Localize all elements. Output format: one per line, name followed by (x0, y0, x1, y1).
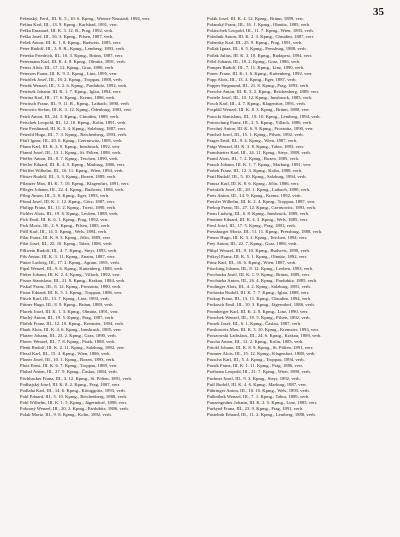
directory-entry: Prentner Eduard, III. K. 4. 3. Kpmg., Wels, 1885, verr. (207, 217, 309, 223)
directory-entry: Pohl Wilhelm, III. K. 1. 5. Kpmg., Jägerndorf, 1890, verr. (20, 399, 128, 405)
directory-entry: Piskač Franz, III., 6. 12. Kpmg., Prossnitz, 1890, verh. (20, 284, 122, 290)
directory-entry: Preinfalk Josef, III., 20. 1. Kpmg., Laibach, 1890, verh. (207, 186, 311, 192)
directory-entry: Potocki Stanislaus, III., 19. 10. Kpmg., Lemberg, 1894, verh. (207, 113, 321, 119)
directory-entry: Pühringer Anton, III., 18. 10. Kpmg., Wels, 1893, verh. (207, 387, 310, 393)
directory-entry: Peterka Friedrich, III., 10. 3. Kpmg., Brünn, 1887, verr. (20, 52, 124, 58)
directory-entry: Pustelnik Eduard, III., 11. 2. Kpmg., Lemberg, 1888, verh. (207, 412, 316, 418)
directory-entry: Pirker Johann, III. K. 2. 4. Kpmg., Villach, 1892, verr. (20, 271, 121, 277)
directory-entry: Prohaska Rudolf, III. K. 7. 7. Kpmg., Iglau, 1888, verr. (207, 290, 310, 296)
directory-entry: Pittner Hugo, III., 8. 9. Kpmg., Brünn, 1889, verh. (20, 302, 114, 308)
directory-entry: Povolný Anton, III. K. 6. 9. Kpmg., Prossnitz, 1890, verr. (207, 125, 314, 131)
directory-entry: Plenk Rudolf, III. K. 2. 11. Kpmg., Salzburg, 1892, verr. (20, 345, 125, 351)
directory-entry: Petermann Karl, III. K. 4. 8. Kpmg., Olmütz, 1891, verh. (20, 58, 126, 64)
directory-entry: Pomper Rudolf, III., 7. 11. Kpmg., Linz, 1890, verh. (207, 64, 305, 70)
directory-entry: Pick Emil, III. K. 6. 1. Kpmg., Prag, 1892, verr. (20, 217, 109, 223)
directory-entry: Petz Ferdinand, III. K. 5. 4. Kpmg., Salzburg, 1887, verr. (20, 125, 127, 131)
directory-entry: Puchner Josef, III., 9. 3. Kpmg., Steyr, 1892, verh. (207, 375, 301, 381)
directory-entry: Pospíšil Wenzel, III. K. 8. 3. Kpmg., Brünn, 1888, verr. (207, 107, 310, 113)
directory-entry: Piffl Karl, III., 14. 5. Kpmg., Wels, 1894, verh. (20, 229, 108, 235)
directory-entry: Pešina Karl, III., 13. 9. Kpmg., Karlsbad, 1891, verr. (20, 22, 118, 28)
directory-entry: Ponec Franz, III. K. 1. 6. Kpmg., Kuttenberg, 1892, verr. (207, 70, 313, 76)
directory-entry: Preisler Wilhelm, III. K. 2. 4. Kpmg., Troppau, 1887, verr. (207, 198, 316, 204)
directory-entry: Prusík Franz, III. K. 1. 11. Kpmg., Prag, 1886, verr. (207, 363, 303, 369)
directory-entry: Petrina Karl, III., 17. 6. Kpmg., Krems, 1886, verh. (20, 95, 116, 101)
directory-entry: Preis Anton, III., 14. 9. Kpmg., Krems, 1892, verh. (207, 192, 302, 198)
directory-entry: Petrásek Johann, III. K. 1. 7. Kpmg., Iglau, 1894, verr. (20, 89, 122, 95)
directory-entry: Petrů Anton, III., 24. 3. Kpmg., Chrudim, 1889, verh. (20, 113, 120, 119)
directory-entry: Prantl Alois, III., 7. 2. Kpmg., Bozen, 1885, verh. (207, 156, 300, 162)
directory-entry: Prokosch Emil, III., 10. 3. Kpmg., Jägerndorf, 1886, verh. (207, 302, 315, 308)
directory-entry: Peška Emanuel, III. K. 3. 12. R., Prag, 1892, verh. (20, 28, 114, 34)
directory-entry: Prucha Anton, III., 12. 2. Kpmg., Kolin, 1885, verh. (207, 338, 304, 344)
directory-entry: Petritsch Franz, III., 9. 11. R., Kpmg., Laibach, 1890, verh. (20, 101, 130, 107)
directory-entry: Prem Ludwig, III., 6. 8. Kpmg., Innsbruck, 1889, verh. (207, 211, 310, 216)
directory-entry: Pfannl Josef, III., 13. 1. Kpmg., St. Pölten, 1888, verh. (20, 150, 122, 156)
directory-entry: Pisarz Stanislaus, III., 21. 8. Kpmg., Krakau, 1884, verh. (20, 278, 126, 284)
directory-entry: Pillwein Rudolf, III., 4. 7. Kpmg., Steyr, 1893, verh. (20, 247, 118, 253)
directory-entry: Pflug Anton, III., 5. 8. Kpmg., Eger, 1893, verh. (20, 192, 110, 198)
directory-entry: Pohl Eduard, III., 5. 10. Kpmg., Reichenberg, 1888, verh. (20, 393, 127, 399)
directory-entry: Petersen Franz, III. K. 9. 5. Kpmg., Linz, 1895, verr. (20, 70, 118, 76)
directory-entry: Pulkrábek Wenzel, III., 7. 1. Kpmg., Tabor, 1889, verh. (207, 393, 310, 399)
page-number: 35 (373, 6, 384, 18)
directory-entry: Proskowetz Max, III. K. 3. 10. Kpmg., Kremsier, 1893, verr. (207, 326, 320, 332)
directory-entry: Pflanzer Max, III. K. 7. 10. Kpmg., Klagenfurt, 1891, verr. (20, 180, 130, 186)
directory-entry: Ploner Josef, III., 10. 1. Kpmg., Bozen, 1893, verh. (20, 357, 116, 363)
directory-entry: Pollak Julius, III. K. 3. 10. Kpmg., Budapest, 1894, verr. (207, 52, 313, 58)
directory-entry: Prunner Alois, III., 15. 12. Kpmg., Klagenfurt, 1888, verh. (207, 351, 316, 357)
directory-entry: Podlaha Karl, III., 14. 6. Kpmg., Königgrätz, 1893, verh. (20, 387, 126, 393)
directory-entry: Prašek Franz, III., 12. 3. Kpmg., Kolin, 1888, verh. (207, 168, 303, 174)
directory-entry: Petrovits Stefan, III. K. 3. 12. Kpmg., Ödenburg, 1883, verr. (20, 107, 133, 113)
directory-entry: Polatschek Leopold, III., 11. 7. Kpmg., Wien, 1893, verh. (207, 28, 314, 34)
directory-entry: Prückl Johann, III. K. 8. 9. Kpmg., St. Pölten, 1891, verr. (207, 345, 314, 351)
directory-entry: Popper Siegmund, III., 21. 8. Kpmg., Prag, 1893, verh. (207, 83, 310, 89)
directory-entry: Posch Karl, III., 4. 7. Kpmg., Klagenfurt, 1891, verh. (207, 101, 306, 107)
directory-entry: Pfaff Ignaz, III., 20. 6. Kpmg., Czernowitz, 1885, verh. (20, 137, 123, 143)
directory-entry: Prausa Karl, III. K. 8. 6. Kpmg., Jičín, 1886, verr. (207, 180, 300, 186)
directory-entry: Pilat Josef, III., 25. 10. Kpmg., Tabor, 1886, verh. (20, 241, 113, 247)
entry-columns (20, 16, 384, 531)
directory-entry: Prandstetter Karl, III., 24. 11. Kpmg., Steyr, 1889, verh. (207, 150, 311, 156)
directory-entry: Puff Rudolf, III. K. 4. 6. Kpmg., Marburg, 1887, verr. (207, 381, 307, 387)
directory-entry: Pfeifer Eduard, III. K. 4. 5. Kpmg., Marburg, 1886, verr. (20, 162, 126, 168)
directory-entry: Platzer Johann, III., 23. 2. Kpmg., Graz, 1890, verh. (20, 332, 117, 338)
directory-entry: Prinz Karl, III., 16. 6. Kpmg., Wien, 1887, verh. (207, 259, 297, 265)
directory-entry: Procházka Anton, III., 26. 4. Kpmg., Pardubitz, 1885, verh. (207, 278, 318, 284)
directory-entry: Pototschnig Franz, III., 2. 5. Kpmg., Villach, 1886, verh. (207, 119, 313, 125)
directory-entry: Pratl Rudolf, III., 5. 10. Kpmg., Salzburg, 1894, verh. (207, 174, 307, 180)
directory-entry: Prikryl Franz, III. K. 5. 1. Kpmg., Olmütz, 1892, verr. (207, 253, 308, 259)
directory-entry: Prisching Johann, III., 8. 12. Kpmg., Leoben, 1893, verh. (207, 265, 314, 271)
directory-entry: Petzold Hugo, III., 7. 3. Kpmg., Reichenberg, 1893, verh. (20, 131, 127, 137)
directory-entry: Prokop Franz, III., 13. 11. Kpmg., Chrudim, 1894, verh. (207, 296, 312, 302)
directory-entry: Peška Josef, III., 56. 3. Kpmg., Pilsen, 1887, verh. (20, 34, 114, 40)
directory-entry: Petschek Leopold, III., 12. 10. Kpmg., Kolin, 1891, verh. (20, 119, 127, 125)
directory-entry: Pipal Wenzel, III., 9. 6. Kpmg., Kuttenberg, 1888, verh. (20, 265, 124, 271)
directory-entry: Prager Emil, III., 9. 4. Kpmg., Wien, 1887, verh. (207, 137, 298, 143)
directory-entry: Plachý Anton, III., 19. 5. Kpmg., Prag, 1887, verh. (20, 314, 115, 320)
directory-entry: Proszowski Ladislaus, III., 24. 6. Kpmg., Krakau, 1889, verh. (207, 332, 322, 338)
directory-entry: Pruscha Karl, III., 5. 4. Kpmg., Troppau, 1894, verh. (207, 357, 305, 363)
directory-entry: Prekop Franz, III., 27. 12. Kpmg., Czernowitz, 1893, verh. (207, 204, 317, 210)
directory-entry: Prágr Wenzel, III. K. 3. 8. Kpmg., Tabor, 1893, verr. (207, 143, 305, 149)
directory-entry: Polanský Franz, III., 16. 1. Kpmg., Olmütz, 1885, verh. (207, 22, 311, 28)
directory-entry: Promberger Karl, III. K. 2. 8. Kpmg., Linz, 1890, verr. (207, 308, 309, 314)
right-column (207, 16, 384, 531)
directory-entry: Peters Alois, III., 17. 12. Kpmg., Graz, 1880, verh. (20, 64, 115, 70)
directory-entry: Polák Josef, III. K. 4. 12. Kpmg., Brünn, 1889, verr. (207, 16, 304, 21)
directory-entry: Porsche Anton, III. K. 5. 2. Kpmg., Reichenberg, 1889, verr. (207, 89, 320, 95)
directory-entry: Pfeffer Anton, III., 8. 7. Kpmg., Teschen, 1890, verh. (20, 156, 119, 162)
directory-entry: Přibyl Wenzel, III., 9. 10. Kpmg., Budweis, 1890, verh. (207, 247, 310, 253)
directory-entry: Popp Alois, III., 13. 4. Kpmg., Eger, 1887, verh. (207, 76, 297, 82)
directory-entry: Pfleger Johann, III., 22. 4. Kpmg., Budweis, 1884, verh. (20, 186, 125, 192)
directory-entry: Plessl Karl, III., 15. 4. Kpmg., Wien, 1886, verh. (20, 351, 111, 357)
directory-entry: Polensky Karl, III., 25. 9. Kpmg., Prag, 1891, verh. (207, 40, 303, 46)
directory-entry: Prochaska Josef, III. K. 1. 9. Kpmg., Brünn, 1889, verr. (207, 271, 311, 277)
directory-entry: Pils Anton, III. K. 3. 11. Kpmg., Znaim, 1887, verr. (20, 253, 116, 259)
directory-entry: Pitsch Karl, III., 13. 7. Kpmg., Linz, 1893, verh. (20, 296, 110, 302)
left-column (20, 16, 197, 531)
directory-entry: Pfeiffer Wilhelm, III., 16. 11. Kpmg., Wien, 1894, verh. (20, 168, 124, 174)
directory-entry: Pöchhacker Franz, III., 3. 12. Kpmg., St. Pölten, 1891, verh. (20, 375, 132, 381)
directory-entry: Prey Anton, III., 22. 7. Kpmg., Graz, 1886, verh. (207, 241, 298, 247)
directory-entry: Pešek Anton, III. K. 1. 8. Kpmg., Budweis, 1885, verr. (20, 40, 122, 46)
directory-entry: Pokorný Wenzel, III., 20. 3. Kpmg., Pardubitz, 1886, verh. (20, 406, 129, 411)
directory-entry: Przibram Leopold, III., 21. 7. Kpmg., Wien, 1890, verh. (207, 369, 311, 375)
directory-entry: Placek Josef, III. K. 1. 3. Kpmg., Olmütz, 1891, verr. (20, 308, 119, 314)
directory-entry: Pfund Josef, III. K. 1. 12. Kpmg., Görz, 1887, verr. (20, 198, 116, 204)
directory-entry: Petrák Wenzel, III., 3. 2. 6. Kpmg., Pardubitz, 1892, verh. (20, 83, 128, 89)
directory-entry: Pluhař Anton, III., 27. 9. Kpmg., Časlau, 1884, verh. (20, 369, 118, 375)
directory-entry: Plotz Ernst, III. K. 6. 7. Kpmg., Troppau, 1889, verr. (20, 363, 118, 369)
directory-entry: Pick Moriz, III., 2. 9. Kpmg., Pilsen, 1885, verh. (20, 223, 111, 229)
directory-entry: Pressburger Moriz, III., 11. 11. Kpmg., Pressburg, 1888, verh. (207, 229, 323, 235)
directory-entry: Prodinger Alois, III., 4. 2. Kpmg., Salzburg, 1891, verh. (207, 284, 311, 290)
directory-entry: Preuss Hugo, III. K. 3. 2. Kpmg., Teschen, 1894, verr. (207, 235, 308, 241)
directory-entry: Polak Moriz, III., 9. 8. Kpmg., Kolin, 1892, verh. (20, 412, 112, 418)
directory-entry: Plavec Wenzel, III., 7. 8. Kpmg., Pisek, 1888, verh. (20, 338, 116, 344)
directory-entry: Plank Alois, III. K. 4. 6. Kpmg., Innsbruck, 1885, verr. (20, 326, 122, 332)
directory-entry: Petráček Josef, III., 18. 2. Kpmg., Troppau, 1888, verh. (20, 76, 123, 82)
directory-entry: Pollak Ignaz, III., 6. 5. Kpmg., Pressburg, 1888, verh. (207, 46, 307, 52)
directory-entry: Punzengruber Johann, III. K. 2. 5. Kpmg., Linz, 1885, verr. (207, 399, 318, 405)
directory-entry: Proschek Wenzel, III., 19. 5. Kpmg., Pilsen, 1892, verh. (207, 314, 311, 320)
directory-entry: Pinter Ludwig, III., 17. 2. Kpmg., Agram, 1891, verh. (20, 259, 120, 265)
directory-entry: Polednik Anton, III. K. 2. 3. Kpmg., Chrudim, 1887, verr. (207, 34, 315, 40)
directory-entry: Pichler Alois, III., 19. 6. Kpmg., Leoben, 1888, verh. (20, 211, 119, 216)
directory-entry: Peter Rudolf, III., 3. 8. R., Kpmg., Lemberg, 1893, verh. (20, 46, 126, 52)
directory-entry: Pešanský, Ferd., III. K. 5., 10. 6. Kpmg., Wiener-Neustadt, 1894, verr. (20, 16, 151, 21)
directory-entry: Philipp Franz, III., 11. 2. Kpmg., Triest, 1890, verh. (20, 204, 117, 210)
directory-entry: Pfister Rudolf, III., 3. 3. Kpmg., Bozen, 1889, verh. (20, 174, 117, 180)
directory-entry: Pölzl Johann, III., 18. 2. Kpmg., Graz, 1886, verh. (207, 58, 301, 64)
directory-entry: Prasch Johann, III. K. 1. 7. Kpmg., Marburg, 1891, verr. (207, 162, 312, 168)
directory-entry: Pfann Karl, III. K. 2. 9. Kpmg., Innsbruck, 1892, verr. (20, 143, 121, 149)
directory-entry: Plaček Franz, III., 12. 10. Kpmg., Kremsier, 1894, verh. (20, 320, 125, 326)
directory-entry: Purkyně Franz, III., 23. 9. Kpmg., Prag, 1891, verh. (207, 406, 304, 411)
directory-entry: Podhajský Josef, III. K. 8. 2. Kpmg., Prag, 1887, verr. (20, 381, 121, 387)
directory-entry: Prosek Josef, III., 6. 1. Kpmg., Časlau, 1887, verh. (207, 320, 302, 326)
directory-entry: Portele Josef, III., 10. 12. Kpmg., Innsbruck, 1885, verh. (207, 95, 313, 101)
directory-entry: Prachař Josef, III., 15. 1. Kpmg., Pilsen, 1892, verh. (207, 131, 304, 137)
directory-entry: Pistor Eduard, III. K. 5. 1. Kpmg., Troppau, 1886, verr. (20, 290, 123, 296)
directory-entry: Pilar Franz, III. K. 8. 3. Kpmg., Jičín, 1889, verr. (20, 235, 111, 241)
directory-entry: Presl Josef, III., 17. 5. Kpmg., Prag, 1891, verh. (207, 223, 297, 229)
